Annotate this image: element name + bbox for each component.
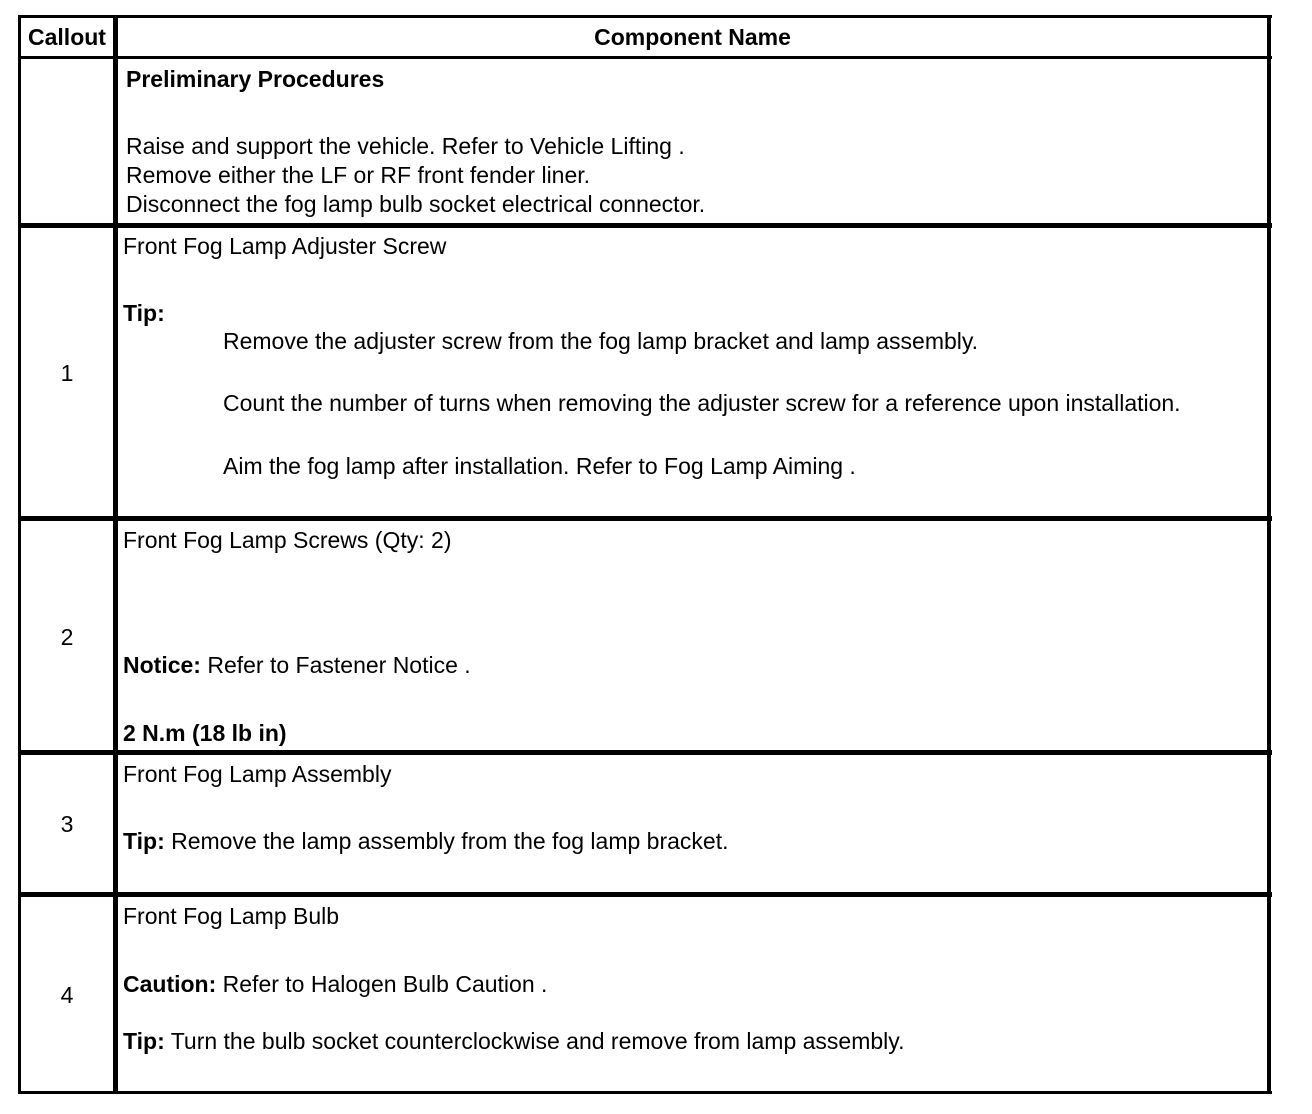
caution-label: Caution:: [123, 971, 217, 997]
component-name: Front Fog Lamp Assembly: [123, 761, 392, 787]
header-callout: Callout: [28, 24, 106, 50]
header-component-name: Component Name: [594, 24, 791, 50]
notice-line: [123, 651, 471, 679]
tip-label: Tip:: [123, 828, 165, 854]
table-border-top: [18, 15, 1272, 18]
row-divider: [18, 223, 1272, 228]
callout-number: 1: [60, 360, 74, 386]
tip-step: Aim the fog lamp after installation. Refer to Fog Lamp Aiming .: [223, 453, 856, 479]
tip-label: Tip:: [123, 1028, 165, 1054]
callout-number: 3: [60, 811, 74, 837]
component-name: Front Fog Lamp Screws (Qty: 2): [123, 527, 452, 553]
component-name: Front Fog Lamp Bulb: [123, 903, 340, 929]
header-divider: [18, 56, 1272, 59]
caution-line: [123, 970, 547, 998]
tip-label: Tip:: [123, 300, 165, 326]
notice-text: Refer to Fastener Notice .: [200, 652, 471, 678]
callout-number: 2: [60, 624, 74, 650]
table-border-left: [18, 15, 21, 1094]
component-name: Front Fog Lamp Adjuster Screw: [123, 233, 447, 259]
tip-text: Remove the lamp assembly from the fog lamp bracket.: [164, 828, 729, 854]
row-divider: [18, 516, 1272, 521]
tip-text: Turn the bulb socket counterclockwise and remove from lamp assembly.: [164, 1028, 905, 1054]
notice-label: Notice:: [123, 652, 201, 678]
row-divider: [18, 750, 1272, 755]
table-border-right: [1267, 15, 1271, 1094]
tip-line: [123, 1027, 904, 1055]
preliminary-title: Preliminary Procedures: [126, 66, 385, 92]
preliminary-step: Raise and support the vehicle. Refer to Vehicle Lifting .: [126, 133, 685, 159]
column-divider: [113, 15, 118, 1094]
preliminary-step: Disconnect the fog lamp bulb socket electrical connector.: [126, 191, 706, 217]
tip-step: Count the number of turns when removing the adjuster screw for a reference upon installation.: [223, 390, 1181, 416]
caution-text: Refer to Halogen Bulb Caution .: [216, 971, 548, 997]
tip-line: [123, 827, 728, 855]
tip-step: Remove the adjuster screw from the fog lamp bracket and lamp assembly.: [223, 328, 979, 354]
table-border-bottom: [18, 1091, 1272, 1094]
torque-spec: 2 N.m (18 lb in): [123, 720, 287, 746]
preliminary-step: Remove either the LF or RF front fender liner.: [126, 162, 591, 188]
row-divider: [18, 892, 1272, 897]
callout-number: 4: [60, 982, 74, 1008]
